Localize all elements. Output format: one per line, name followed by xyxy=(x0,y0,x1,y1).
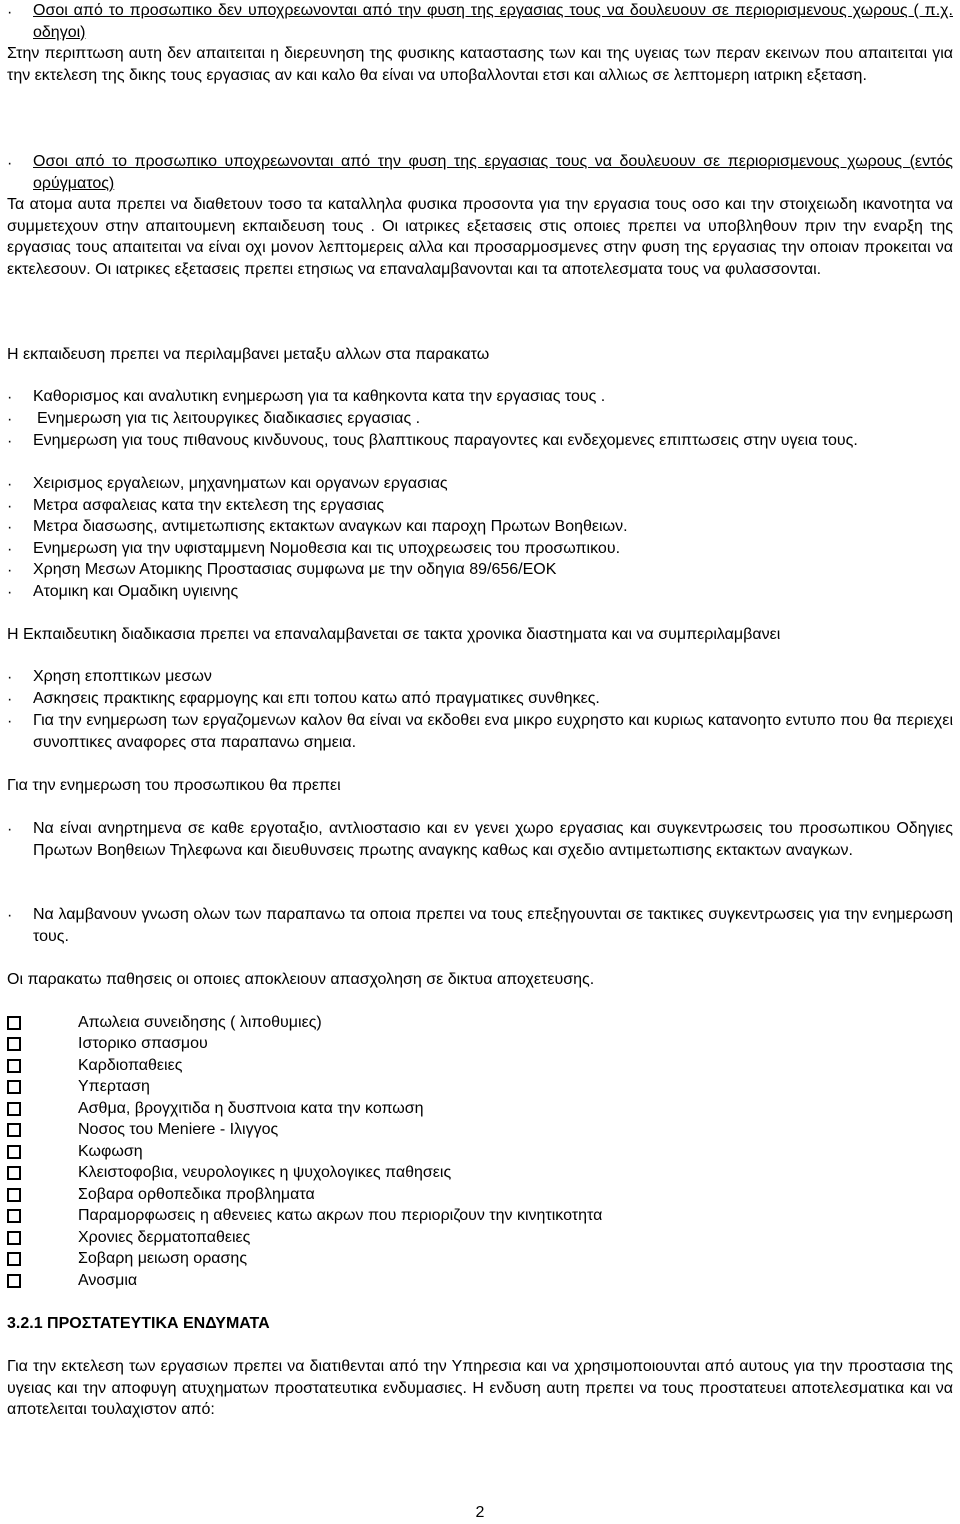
bullet-mark: · xyxy=(7,821,13,838)
bullet-mark: · xyxy=(7,498,13,515)
condition-item: Κωφωση xyxy=(78,1143,143,1160)
condition-item: Παραμορφωσεις η αθενειες κατω ακρων που περιοριζουν την κινητικοτητα xyxy=(78,1207,603,1224)
checkbox-icon xyxy=(7,1080,21,1094)
checkbox-icon xyxy=(7,1016,21,1030)
training-item: Χρηση Μεσων Ατομικης Προστασιας συμφωνα με την οδηγια 89/656/ΕΟΚ xyxy=(33,561,557,578)
bullet-mark: · xyxy=(7,691,13,708)
training-item: Καθορισμος και αναλυτικη ενημερωση για τα καθηκοντα κατα την εργασιας τους . xyxy=(33,388,606,405)
training-item: Μετρα διασωσης, αντιμετωπισης εκτακτων αναγκων και παροχη Πρωτων Βοηθειων. xyxy=(33,518,628,535)
training-item: Ενημερωση για τους πιθανους κινδυνους, τους βλαπτικους παραγοντες και ενδεχομενες επιπτωσεις στην υγεια τους. xyxy=(33,432,858,449)
checkbox-icon xyxy=(7,1102,21,1116)
checkbox-icon xyxy=(7,1123,21,1137)
condition-item: Ανοσμια xyxy=(78,1272,138,1289)
checkbox-icon xyxy=(7,1166,21,1180)
condition-item: Καρδιοπαθειες xyxy=(78,1057,183,1074)
condition-item: Νοσος του Meniere - Ιλιγγος xyxy=(78,1121,279,1138)
checkbox-icon xyxy=(7,1188,21,1202)
condition-item: Σοβαρη μειωση ορασης xyxy=(78,1250,248,1267)
procedure-intro: Η Εκπαιδευτικη διαδικασια πρεπει να επαναλαμβανεται σε τακτα χρονικα διαστηματα και να συμπεριλαμβανει xyxy=(7,626,781,643)
training-item: Ενημερωση για την υφισταμμενη Νομοθεσια και τις υποχρεωσεις του προσωπικου. xyxy=(33,540,621,557)
condition-item: Απωλεια συνειδησης ( λιποθυμιες) xyxy=(78,1014,322,1031)
checkbox-icon xyxy=(7,1059,21,1073)
training-item: Ενημερωση για τις λειτουργικες διαδικασιες εργασιας . xyxy=(37,410,421,427)
bullet-mark: · xyxy=(7,411,13,428)
training-intro: Η εκπαιδευση πρεπει να περιλαμβανει μεταξυ αλλων στα παρακατω xyxy=(7,346,490,363)
condition-item: Χρονιες δερματοπαθειες xyxy=(78,1229,251,1246)
condition-item: Υπερταση xyxy=(78,1078,150,1095)
para2-body: Τα ατομα αυτα πρεπει να διαθετουν τοσο τα καταλληλα φυσικα προσοντα για την εργασια τους οσο και την στοιχειωδη ικανοτητα να συμμετεχουν στην απαιτουμενη εκπαιδευση τους . Οι ιατρικες εξετασεις στις οποιες πρεπει να υποβληθουν πριν την εναρξη της εργασιας τους απαιτειται να είναι οχι μονον λεπτομερεις αλλα και προσαρμοσμενες στην φυση της εργασιας την οποιαν προκειται να εκτελεσουν. Οι ιατρικες εξετασεις πρεπει ετησιως να επαναλαμβανονται και τα αποτελεσματα τους να φυλασσονται. xyxy=(7,196,953,278)
training-item: Μετρα ασφαλειας κατα την εκτελεση της εργασιας xyxy=(33,497,385,514)
checkbox-icon xyxy=(7,1274,21,1288)
bullet-mark: · xyxy=(7,155,13,172)
condition-item: Ασθμα, βρογχιτιδα η δυσπνοια κατα την κοπωση xyxy=(78,1100,424,1117)
condition-item: Ιστορικο σπασμου xyxy=(78,1035,208,1052)
bullet-mark: · xyxy=(7,433,13,450)
page-number: 2 xyxy=(475,1504,485,1521)
para1-lead: Οσοι από το προσωπικο δεν υποχρεωνονται από την φυση της εργασιας τους να δουλευουν σε περιορισμενους χωρους ( π.χ. οδηγοι) xyxy=(33,2,953,41)
condition-item: Κλειστοφοβια, νευρολογικες η ψυχολογικες παθησεις xyxy=(78,1164,452,1181)
bullet-mark: · xyxy=(7,4,13,21)
bullet-mark: · xyxy=(7,562,13,579)
bullet-mark: · xyxy=(7,476,13,493)
info-item: Να είναι ανηρτημενα σε καθε εργοταξιο, αντλιοστασιο και εν γενει χωρο εργασιας και συγκεντρωσεις του προσωπικου Οδηγιες Πρωτων Βοηθειων Τηλεφωνα και διευθυνσεις πρωτης αναγκης καθως και σχεδιο αντιμετωπισης εκτακτων αναγκων. xyxy=(33,820,953,859)
condition-item: Σοβαρα ορθοπεδικα προβληματα xyxy=(78,1186,315,1203)
checkbox-icon xyxy=(7,1252,21,1266)
bullet-mark: · xyxy=(7,669,13,686)
bullet-mark: · xyxy=(7,584,13,601)
bullet-mark: · xyxy=(7,907,13,924)
bullet-mark: · xyxy=(7,389,13,406)
para1-body: Στην περιπτωση αυτη δεν απαιτειται η διερευνηση της φυσικης καταστασης των και της υγειας των περαν εκεινων που απαιτειται για την εκτελεση της δικης τους εργασιας αν και καλο θα είναι να υποβαλλονται ετσι και αλλιως σε λεπτομερη ιατρικη εξεταση. xyxy=(7,45,953,84)
bullet-mark: · xyxy=(7,713,13,730)
training-item: Χειρισμος εργαλειων, μηχανηματων και οργανων εργασιας xyxy=(33,475,448,492)
info-intro: Για την ενημερωση του προσωπικου θα πρεπει xyxy=(7,777,341,794)
para2-lead: Οσοι από το προσωπικο υποχρεωνονται από την φυση της εργασιας τους να δουλευουν σε περιορισμενους χωρους (εντός ορύγματος) xyxy=(33,153,953,192)
checkbox-icon xyxy=(7,1145,21,1159)
checkbox-icon xyxy=(7,1037,21,1051)
training-item: Ατομικη και Ομαδικη υγιεινης xyxy=(33,583,239,600)
bullet-mark: · xyxy=(7,541,13,558)
procedure-item: Ασκησεις πρακτικης εφαρμογης και επι τοπου κατω από πραγματικες συνθηκες. xyxy=(33,690,600,707)
procedure-item: Χρηση εποπτικων μεσων xyxy=(33,668,212,685)
procedure-item: Για την ενημερωση των εργαζομενων καλον θα είναι να εκδοθει ενα μικρο ευχρηστο και κυριως κατανοητο εντυπο που θα περιεχει συνοπτικες αναφορες στα παραπανω σημεια. xyxy=(33,712,953,751)
section-heading: 3.2.1 ΠΡΟΣΤΑΤΕΥΤΙΚΑ ΕΝΔΥΜΑΤΑ xyxy=(7,1315,270,1332)
checkbox-icon xyxy=(7,1209,21,1223)
conditions-intro: Οι παρακατω παθησεις οι οποιες αποκλειουν απασχοληση σε δικτυα αποχετευσης. xyxy=(7,971,595,988)
checkbox-icon xyxy=(7,1231,21,1245)
info-item: Να λαμβανουν γνωση ολων των παραπανω τα οποια πρεπει να τους επεξηγουνται σε τακτικες συγκεντρωσεις για την ενημερωση τους. xyxy=(33,906,953,945)
section-body: Για την εκτελεση των εργασιων πρεπει να διατιθενται από την Υπηρεσια και να χρησιμοποιουνται από αυτους για την προστασια της υγειας και την αποφυγη ατυχηματων προστατευτικα ενδυμασιες. Η ενδυση αυτη πρεπει να τους προστατευει αποτελεσματικα και να αποτελειται τουλαχιστον από: xyxy=(7,1358,953,1418)
bullet-mark: · xyxy=(7,519,13,536)
